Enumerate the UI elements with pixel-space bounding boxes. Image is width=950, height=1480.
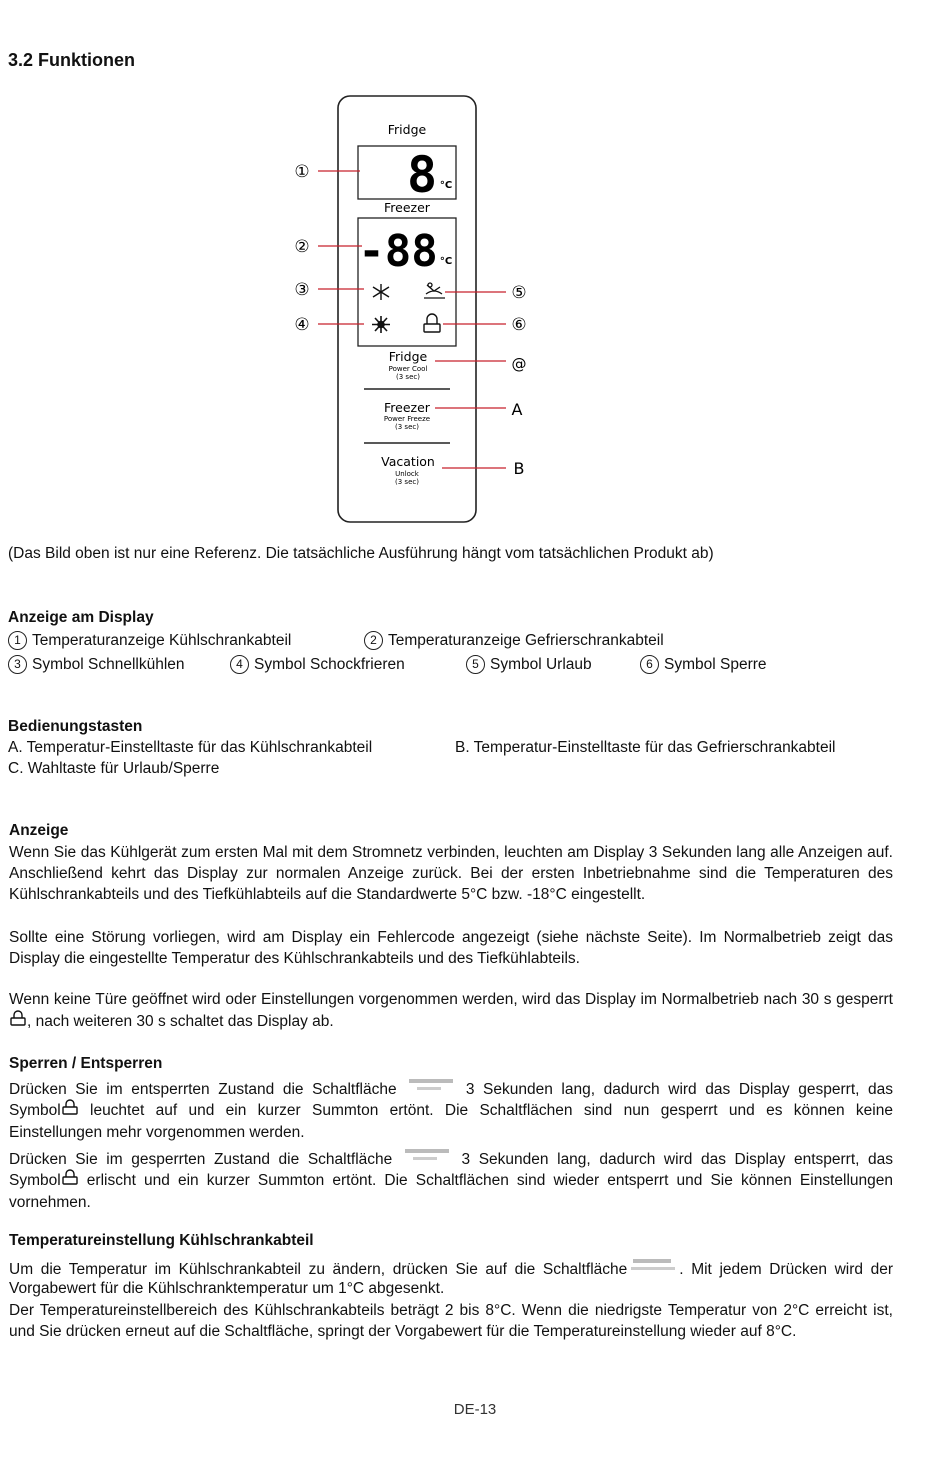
fridge-button-icon — [627, 1256, 679, 1278]
anzeige-p3-start: Wenn keine Türe geöffnet wird oder Einstellungen vorgenommen werden, wird das Display im Normalbetrieb nach 30 s gesperrt — [9, 991, 893, 1008]
display-item-4 — [230, 654, 405, 675]
callout-5: ⑤ — [511, 283, 527, 303]
vacation-button-icon — [405, 1076, 457, 1098]
vacation-icon — [424, 283, 445, 298]
display-item-number: 2 — [364, 631, 383, 650]
vacation-button-sub2: (3 sec) — [395, 478, 419, 486]
callout-3: ③ — [294, 280, 310, 300]
display-item-number: 4 — [230, 655, 249, 674]
freezer-button-sub1: Power Freeze — [383, 415, 431, 423]
display-item-1 — [8, 630, 291, 651]
button-desc-c: C. Wahltaste für Urlaub/Sperre — [8, 760, 220, 777]
button-desc-b: B. Temperatur-Einstelltaste für das Gefrierschrankabteil — [455, 739, 836, 756]
temp-paragraph-2: Der Temperatureinstellbereich des Kühlschrankabteils beträgt 2 bis 8°C. Wenn die niedrigste Temperatur von 2°C erreicht ist, und Sie drücken erneut auf die Schaltfläche, springt der Vorgabewert für die Temperatureinstellung wieder auf 8°C. — [9, 1302, 893, 1340]
callout-1: ① — [294, 162, 310, 182]
display-section-title: Anzeige am Display — [8, 609, 154, 626]
callout-a: A — [511, 400, 523, 419]
anzeige-paragraph-1: Wenn Sie das Kühlgerät zum ersten Mal mit dem Stromnetz verbinden, leuchten am Display 3 Sekunden lang alle Anzeigen auf. Anschließend kehrt das Display zur normalen Anzeige zurück. Bei der ersten Inbetriebnahme sind die Temperaturen des Kühlschrankabteils und des Tiefkühlabteils auf die Standardwerte 5°C bzw. -18°C eingestellt. — [9, 844, 893, 903]
freezer-display-label: Freezer — [384, 200, 430, 215]
temp-title: Temperatureinstellung Kühlschrankabteil — [9, 1232, 314, 1249]
power-cool-icon — [373, 284, 389, 300]
display-item-label: Symbol Schnellkühlen — [32, 656, 185, 673]
display-item-number: 6 — [640, 655, 659, 674]
control-panel-diagram — [280, 88, 560, 528]
anzeige-title: Anzeige — [9, 822, 69, 839]
sperren-line-4: Drücken Sie im gesperrten Zustand die Schaltfläche 3 Sekunden lang, dadurch wird das Display entsperrt, das — [9, 1146, 893, 1170]
temp-line-1: Um die Temperatur im Kühlschrankabteil zu ändern, drücken Sie auf die Schaltfläche . Mit jedem Drücken wird der — [9, 1256, 893, 1280]
page-number: DE-13 — [453, 1401, 497, 1418]
temp-line-2: Vorgabewert für die Kühlschranktemperatur um 1°C abgesenkt. — [9, 1280, 445, 1297]
fridge-display-label: Fridge — [387, 122, 427, 137]
sperren-line-5: Symbol erlischt und ein kurzer Summton ertönt. Die Schaltflächen sind wieder entsperrt und Sie können Einstellungen — [9, 1169, 893, 1191]
vacation-button-sub1: Unlock — [395, 470, 419, 478]
reference-note: (Das Bild oben ist nur eine Referenz. Die tatsächliche Ausführung hängt vom tatsächlichen Produkt ab) — [8, 545, 714, 562]
sperren-line-6: vornehmen. — [9, 1194, 91, 1211]
power-freeze-icon — [372, 316, 390, 333]
freezer-temp-digits: -88 — [358, 226, 438, 277]
display-item-3 — [8, 654, 185, 675]
display-item-label: Temperaturanzeige Gefrierschrankabteil — [388, 632, 664, 649]
display-item-label: Temperaturanzeige Kühlschrankabteil — [32, 632, 292, 649]
anzeige-paragraph-3 — [9, 989, 893, 1032]
vacation-button-icon — [401, 1146, 453, 1168]
vacation-button-label: Vacation — [381, 454, 435, 469]
lock-icon — [61, 1099, 79, 1117]
button-desc-a: A. Temperatur-Einstelltaste für das Kühlschrankabteil — [8, 739, 373, 756]
display-item-5 — [466, 654, 592, 675]
lock-icon — [424, 314, 440, 332]
callout-at: @ — [511, 355, 527, 373]
display-item-number: 3 — [8, 655, 27, 674]
anzeige-paragraph-2: Sollte eine Störung vorliegen, wird am Display ein Fehlercode angezeigt (siehe nächste Seite). Im Normalbetrieb zeigt das Display die eingestellte Temperatur des Kühlschrankabteils und des Tiefkühlabteils. — [9, 929, 893, 967]
section-heading: 3.2 Funktionen — [8, 50, 136, 70]
display-item-6 — [640, 654, 767, 675]
freezer-unit: °C — [439, 256, 453, 267]
sperren-line-2: Symbol leuchtet auf und ein kurzer Summton ertönt. Die Schaltflächen sind nun gesperrt und es können keine — [9, 1099, 893, 1121]
display-item-label: Symbol Urlaub — [490, 656, 592, 673]
lock-icon — [61, 1169, 79, 1187]
callout-2: ② — [294, 237, 310, 257]
sperren-line-3: Einstellungen mehr vorgenommen werden. — [9, 1124, 305, 1141]
sperren-line-1: Drücken Sie im entsperrten Zustand die Schaltfläche 3 Sekunden lang, dadurch wird das Display gesperrt, das — [9, 1076, 893, 1100]
sperren-title: Sperren / Entsperren — [9, 1055, 163, 1072]
fridge-button-sub1: Power Cool — [388, 365, 428, 373]
fridge-button-label: Fridge — [388, 349, 428, 364]
callout-b: B — [513, 459, 525, 478]
fridge-unit: °C — [439, 180, 453, 191]
fridge-temp-digit: 8 — [406, 146, 438, 204]
callout-6: ⑥ — [511, 315, 527, 335]
display-item-number: 1 — [8, 631, 27, 650]
display-item-label: Symbol Schockfrieren — [254, 656, 405, 673]
freezer-button-sub2: (3 sec) — [395, 423, 419, 431]
display-item-2 — [364, 630, 664, 651]
display-item-label: Symbol Sperre — [664, 656, 767, 673]
buttons-section-title: Bedienungstasten — [8, 718, 143, 735]
fridge-button-sub2: (3 sec) — [396, 373, 420, 381]
display-item-number: 5 — [466, 655, 485, 674]
lock-icon — [9, 1010, 27, 1028]
callout-4: ④ — [294, 315, 310, 335]
freezer-button-label: Freezer — [384, 400, 430, 415]
anzeige-p3-end: , nach weiteren 30 s schaltet das Display ab. — [27, 1013, 334, 1030]
